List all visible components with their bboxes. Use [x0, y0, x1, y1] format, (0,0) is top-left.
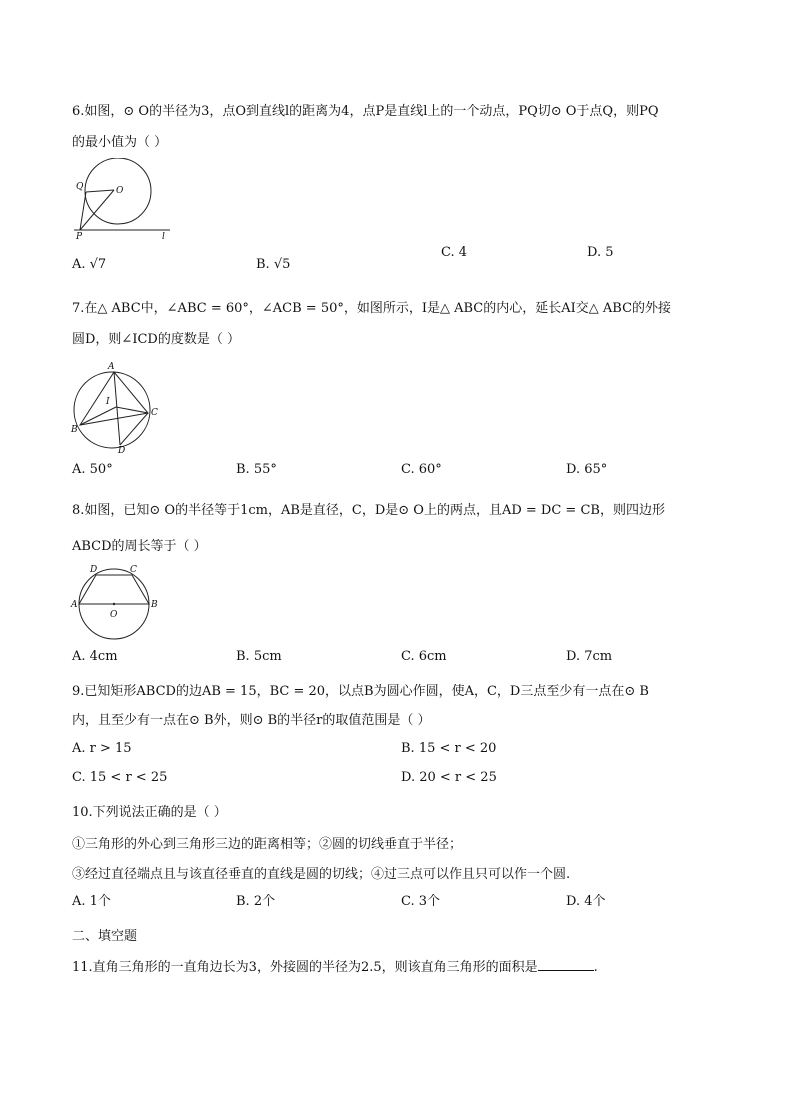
q7-label-a: A [108, 362, 115, 372]
q6-stem-line2: 的最小值为（ ） [72, 135, 168, 150]
q9-stem-line1: 9.已知矩形ABCD的边AB = 15，BC = 20，以点B为圆心作圆，使A，C，D三点至少有一点在⊙ B [72, 684, 649, 699]
q10-statements-line1: ①三角形的外心到三角形三边的距离相等；②圆的切线垂直于半径； [72, 837, 463, 852]
q6-stem-line1: 6.如图，⊙ O的半径为3，点O到直线l的距离为4，点P是直线l上的一个动点，PQ切⊙ O于点Q，则PQ [72, 104, 659, 119]
q9-option-b: B. 15 < r < 20 [401, 741, 497, 756]
q8-center-dot [113, 603, 115, 605]
q6-label-q: Q [76, 182, 84, 192]
q8-label-c: C [130, 565, 137, 575]
q7-label-d: D [118, 446, 126, 454]
q6-option-d: D. 5 [587, 245, 614, 260]
q11-text: 11.直角三角形的一直角边长为3，外接圆的半径为2.5，则该直角三角形的面积是 [72, 960, 538, 975]
q6-segment-oq [86, 190, 114, 192]
q6-option-b: B. √5 [256, 257, 291, 272]
q7-circle [74, 372, 150, 448]
q6-label-l: l [162, 232, 165, 242]
q6-option-c: C. 4 [441, 245, 468, 260]
q7-stem-line2: 圆D，则∠ICD的度数是（ ） [72, 332, 240, 347]
q6-figure [72, 158, 172, 246]
q10-option-d: D. 4个 [566, 894, 606, 909]
q11-end: . [593, 960, 598, 975]
q9-option-a: A. r > 15 [72, 741, 132, 756]
q8-label-o: O [110, 610, 118, 620]
q9-stem-line2: 内，且至少有一点在⊙ B外，则⊙ B的半径r的取值范围是（ ） [72, 713, 431, 728]
q7-option-d: D. 65° [566, 462, 608, 477]
q8-stem-line1: 8.如图，已知⊙ O的半径等于1cm，AB是直径，C，D是⊙ O上的两点，且AD = DC = CB，则四边形 [72, 503, 665, 518]
q7-label-i: I [106, 397, 110, 407]
q6-label-p: P [76, 232, 83, 242]
q7-label-b: B [71, 425, 78, 435]
q7-triangle-abc [80, 372, 148, 425]
q7-label-c: C [151, 408, 158, 418]
q8-option-d: D. 7cm [566, 649, 613, 664]
q11-stem [72, 958, 598, 977]
q11-answer-blank[interactable] [538, 958, 594, 971]
q6-label-o: O [116, 186, 124, 196]
q9-option-c: C. 15 < r < 25 [72, 770, 168, 785]
q7-segment-cd [120, 413, 148, 445]
q8-option-b: B. 5cm [236, 649, 282, 664]
q7-figure [68, 360, 164, 458]
q10-option-c: C. 3个 [401, 894, 441, 909]
q10-option-b: B. 2个 [236, 894, 276, 909]
q10-stem: 10.下列说法正确的是（ ） [72, 805, 227, 820]
q8-label-a: A [71, 600, 78, 610]
section-heading-fill-in: 二、填空题 [72, 929, 138, 944]
q7-option-b: B. 55° [236, 462, 277, 477]
q8-label-b: B [151, 600, 158, 610]
q8-stem-line2: ABCD的周长等于（ ） [72, 539, 207, 554]
q9-option-d: D. 20 < r < 25 [401, 770, 497, 785]
q7-stem-line1: 7.在△ ABC中，∠ABC = 60°，∠ACB = 50°，如图所示，I是△ ABC的内心，延长AI交△ ABC的外接 [72, 301, 672, 316]
q7-segment-ad [114, 372, 120, 445]
q8-label-d: D [90, 565, 98, 575]
q7-option-c: C. 60° [401, 462, 442, 477]
q8-option-c: C. 6cm [401, 649, 447, 664]
q6-option-a: A. √7 [72, 257, 107, 272]
q8-figure [68, 562, 164, 646]
q7-option-a: A. 50° [72, 462, 113, 477]
q10-option-a: A. 1个 [72, 894, 111, 909]
q8-option-a: A. 4cm [72, 649, 118, 664]
q10-statements-line2: ③经过直径端点且与该直径垂直的直线是圆的切线；④过三点可以作且只可以作一个圆. [72, 867, 571, 882]
